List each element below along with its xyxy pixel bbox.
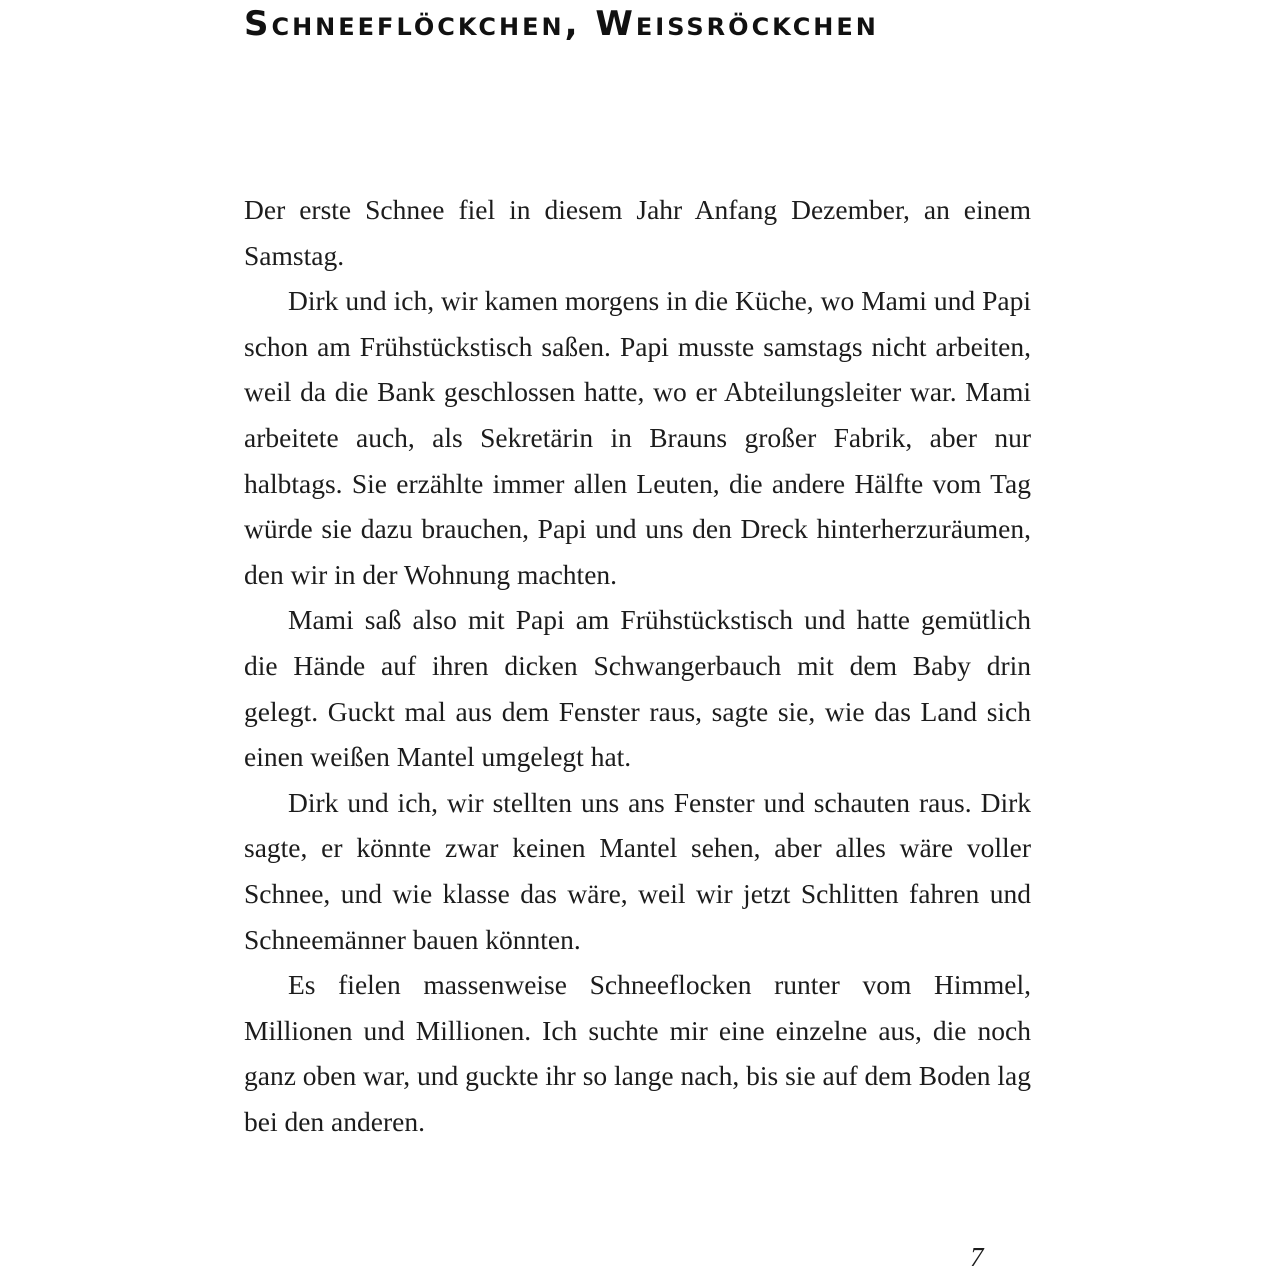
page-number: 7 [970,1242,984,1272]
chapter-title: Schneeflöckchen, Weissröckchen [244,4,879,44]
paragraph-1: Der erste Schnee fiel in diesem Jahr Anfang Dezember, an einem Samstag. [244,194,1031,271]
paragraph-5: Es fielen massenweise Schneeflocken runter vom Himmel, Millionen und Millionen. Ich suchte mir eine einzelne aus, die noch ganz oben war, und guckte ihr so lange nach, bis sie auf dem Boden lag bei den anderen. [244,969,1031,1137]
paragraph-3: Mami saß also mit Papi am Frühstückstisch und hatte gemütlich die Hände auf ihren dicken Schwangerbauch mit dem Baby drin gelegt. Guckt mal aus dem Fenster raus, sagte sie, wie das Land sich einen weißen Mantel umgelegt hat. [244,604,1031,773]
body-text [244,187,1031,1144]
paragraph-2: Dirk und ich, wir kamen morgens in die Küche, wo Mami und Papi schon am Frühstückstisch saßen. Papi musste samstags nicht arbeiten, weil da die Bank geschlossen hatte, wo er Abteilungsleiter war. Mami arbeitete auch, als Sekretärin in Brauns großer Fabrik, aber nur halbtags. Sie erzählte immer allen Leuten, die andere Hälfte vom Tag würde sie dazu brauchen, Papi und uns den Dreck hinterherzuräumen, den wir in der Wohnung machten. [244,285,1031,590]
paragraph-4: Dirk und ich, wir stellten uns ans Fenster und schauten raus. Dirk sagte, er könnte zwar keinen Mantel sehen, aber alles wäre voller Schnee, und wie klasse das wäre, weil wir jetzt Schlitten fahren und Schneemänner bauen könnten. [244,786,1031,955]
